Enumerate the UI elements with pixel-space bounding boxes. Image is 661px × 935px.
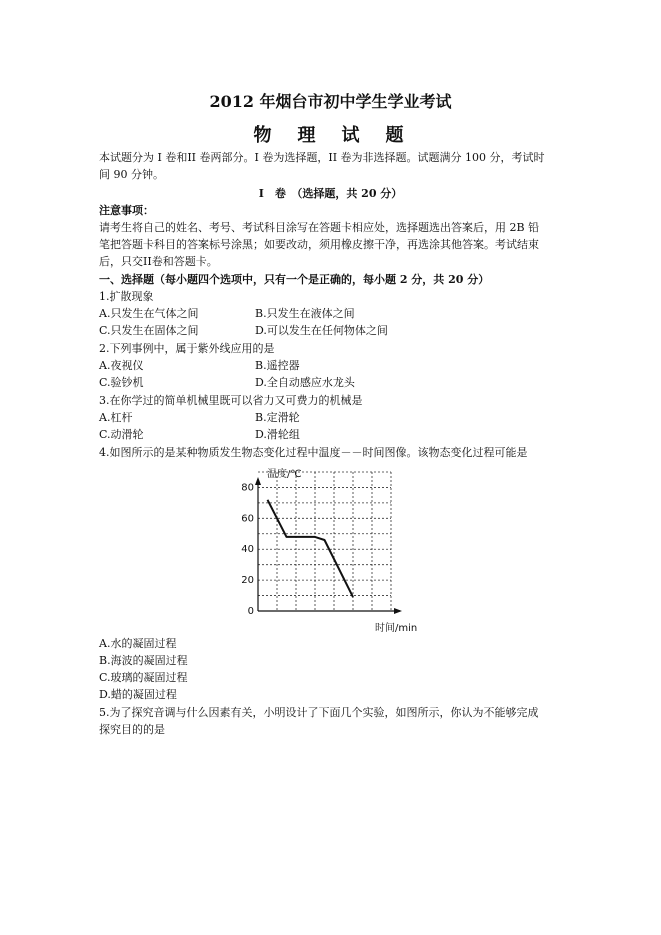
q4-option-b: B.海波的凝固过程 [99,654,188,667]
q3-option-c: C.动滑轮 [99,428,144,441]
q1-options-row-1 [99,306,579,322]
q3-option-a: A.杠杆 [99,411,133,424]
chart-x-axis-label: 时间/min [375,623,418,634]
q1-option-b: B.只发生在液体之间 [255,307,355,320]
q4-option-c: C.玻璃的凝固过程 [99,671,188,684]
q4-stem: 4.如图所示的是某种物质发生物态变化过程中温度－－时间图像。该物态变化过程可能是 [99,446,528,459]
q3-option-b: B.定滑轮 [255,411,300,424]
notice-heading: 注意事项： [99,204,154,217]
notice-line-2: 笔把答题卡科目的答案标号涂黑；如要改动，须用橡皮擦干净，再选涂其他答案。考试结束 [99,238,539,251]
q2-option-a: A.夜视仪 [99,359,144,372]
q4-option-d: D.蜡的凝固过程 [99,688,177,701]
y-axis-arrow [255,477,261,485]
q3-options-row-2 [99,427,579,443]
q2-option-c: C.验钞机 [99,376,144,389]
q3-stem: 3.在你学过的简单机械里既可以省力又可费力的机械是 [99,394,363,407]
q2-stem: 2.下列事例中，属于紫外线应用的是 [99,342,275,355]
q5-stem-line-2: 探究目的的是 [99,723,165,736]
exam-title: 2012 年烟台市初中学生学业考试 [209,92,452,111]
part-heading: 一、选择题（每小题四个选项中，只有一个是正确的，每小题 2 分，共 20 分） [99,273,490,286]
q1-stem: 1.扩散现象 [99,290,154,303]
intro-line-2: 间 90 分钟。 [99,168,164,181]
q5-stem-line-1: 5.为了探究音调与什么因素有关，小明设计了下面几个实验，如图所示，你认为不能够完成 [99,706,539,719]
notice-line-1: 请考生将自己的姓名、考号、考试科目涂写在答题卡相应处，选择题选出答案后，用 2B 铅 [99,221,540,234]
q2-option-d: D.全自动感应水龙头 [255,376,355,389]
q2-option-b: B.遥控器 [255,359,300,372]
exam-subtitle: 物 理 试 题 [253,125,408,146]
notice-line-3: 后，只交II卷和答题卡。 [99,255,218,268]
q1-option-a: A.只发生在气体之间 [99,307,199,320]
intro-line-1: 本试题分为 I 卷和II 卷两部分。I 卷为选择题，II 卷为非选择题。试题满分 100 分，考试时 [99,151,545,164]
q1-option-d: D.可以发生在任何物体之间 [255,324,388,337]
temperature-curve [268,500,354,597]
chart-y-axis-label: 温度/℃ [267,469,302,480]
y-tick-label: 60 [241,513,254,525]
q3-option-d: D.滑轮组 [255,428,300,441]
y-tick-label: 80 [241,482,254,494]
q3-options-row-1 [99,410,579,426]
y-tick-label: 0 [247,606,254,617]
section-title: I 卷 （选择题，共 20 分） [258,187,403,200]
q1-options-row-2 [99,323,579,339]
q4-option-a: A.水的凝固过程 [99,637,177,650]
y-tick-label: 20 [241,575,254,587]
q1-option-c: C.只发生在固体之间 [99,324,199,337]
y-tick-label: 40 [241,544,254,556]
x-axis-arrow [394,608,402,614]
temperature-time-chart [235,465,435,635]
q2-options-row-2 [99,375,579,391]
q2-options-row-1 [99,358,579,374]
